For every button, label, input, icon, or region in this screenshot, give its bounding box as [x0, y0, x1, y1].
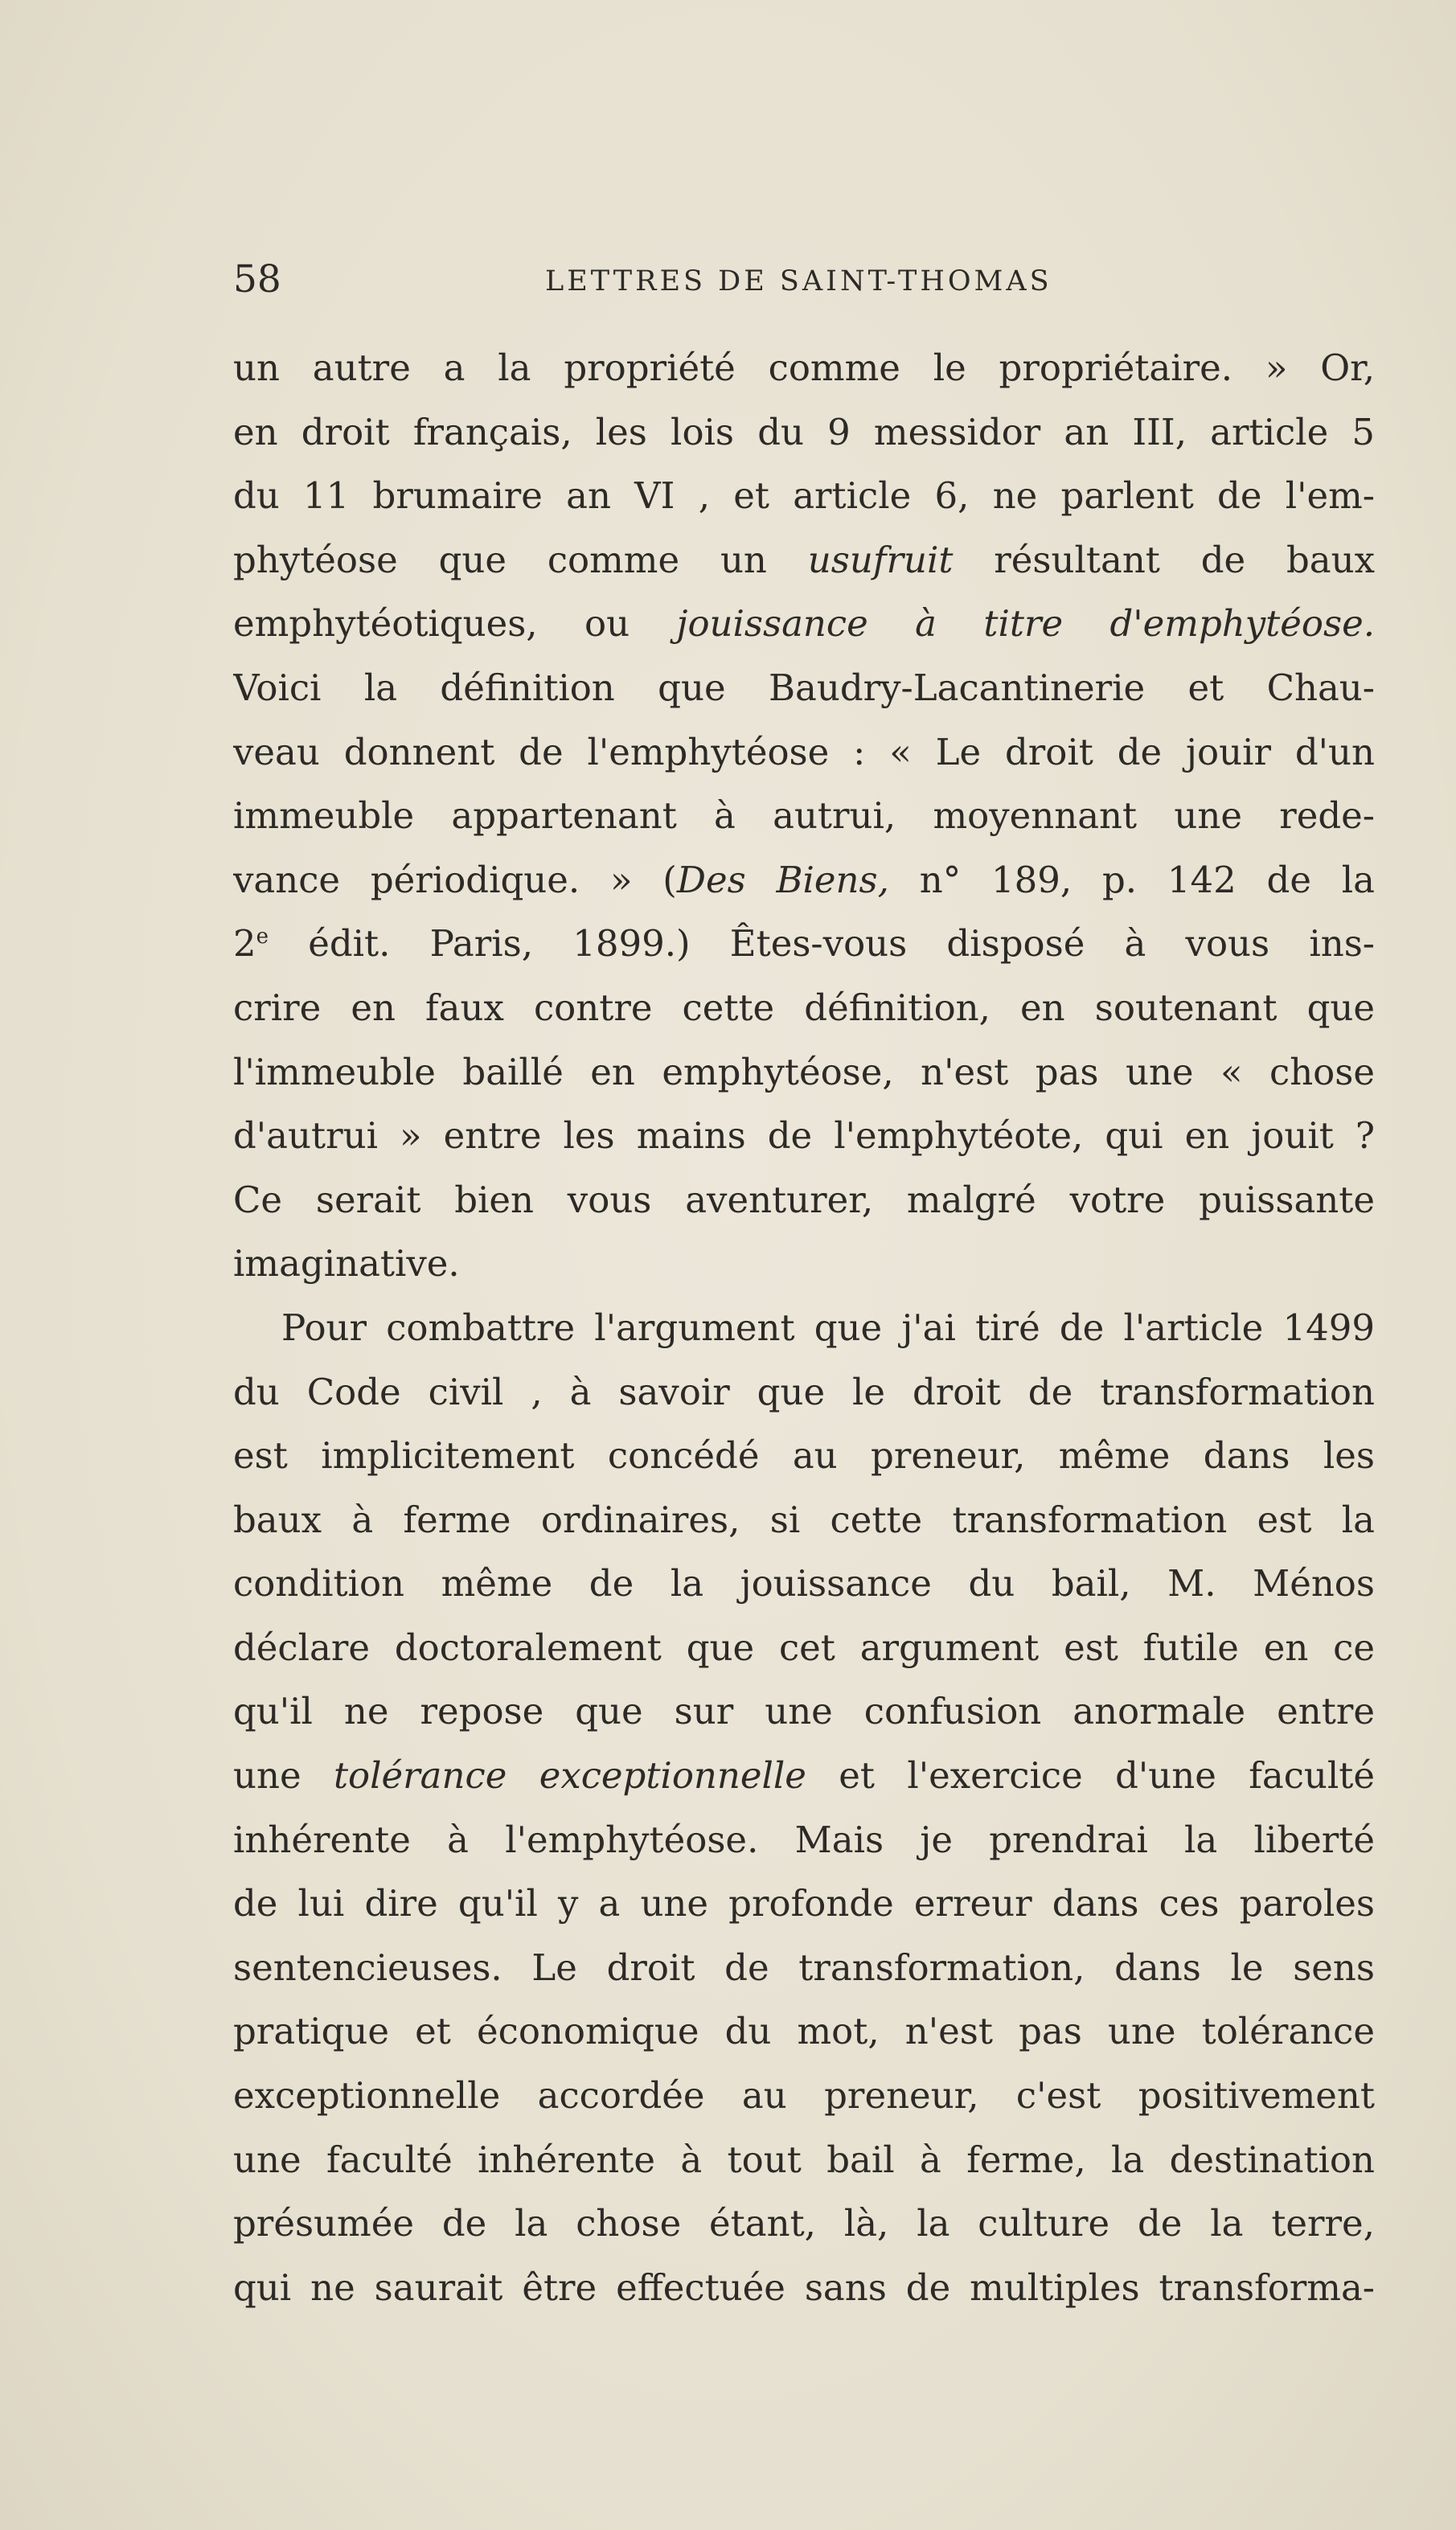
text-segment: Pour combattre l'argument que j'ai tiré de l'article 1499 [281, 1306, 1375, 1349]
text-segment: emphytéotiques, ou [233, 602, 677, 646]
text-line [233, 2192, 1375, 2256]
text-segment: veau donnent de l'emphytéose : « Le droit de jouir d'un [233, 730, 1375, 773]
text-line [233, 1488, 1375, 1552]
text-segment: une [233, 1754, 334, 1798]
text-line [233, 912, 1375, 976]
text-line [233, 720, 1375, 785]
text-segment: exceptionnelle accordée au preneur, c'est positivement [233, 2074, 1375, 2118]
text-segment: crire en faux contre cette définition, en soutenant que [233, 986, 1375, 1029]
text-line [233, 1232, 1375, 1296]
text-segment: de lui dire qu'il y a une profonde erreur dans ces paroles [233, 1882, 1375, 1925]
text-line [233, 1616, 1375, 1680]
text-line [233, 1999, 1375, 2064]
text-segment: du 11 brumaire an VI , et article 6, ne parlent de l'em- [233, 474, 1375, 518]
text-segment: un autre a la propriété comme le propriétaire. » Or, [233, 346, 1375, 389]
text-line [233, 1744, 1375, 1808]
text-segment: édit. Paris, 1899.) Êtes-vous disposé à vous ins- [269, 922, 1375, 966]
text-segment: qui ne saurait être effectuée sans de multiples transforma- [233, 2266, 1375, 2309]
text-segment: qu'il ne repose que sur une confusion anormale entre [233, 1690, 1375, 1733]
text-line [233, 976, 1375, 1040]
text-segment: déclare doctoralement que cet argument est futile en ce [233, 1626, 1375, 1669]
italic-text: usufruit [807, 538, 954, 581]
text-segment: présumée de la chose étant, là, la culture de la terre, [233, 2202, 1375, 2245]
text-line [233, 1040, 1375, 1105]
text-line [233, 848, 1375, 912]
body-text [233, 336, 1375, 2319]
text-segment: imaginative. [233, 1242, 460, 1286]
italic-text: tolérance exceptionnelle [333, 1754, 806, 1798]
text-segment: baux à ferme ordinaires, si cette transformation est la [233, 1498, 1375, 1541]
italic-text: jouissance à titre d'emphytéose. [676, 602, 1375, 646]
text-segment: condition même de la jouissance du bail, M. Ménos [233, 1562, 1375, 1605]
text-segment: est implicitement concédé au preneur, même dans les [233, 1434, 1375, 1478]
text-segment: n° 189, p. 142 de la [888, 858, 1375, 901]
text-line [233, 784, 1375, 848]
text-line [233, 1424, 1375, 1488]
text-segment: l'immeuble baillé en emphytéose, n'est pas une « chose [233, 1050, 1375, 1093]
text-segment: une faculté inhérente à tout bail à ferme, la destination [233, 2138, 1375, 2181]
italic-text: Des Biens, [676, 858, 889, 901]
text-segment: inhérente à l'emphytéose. Mais je prendrai la liberté [233, 1818, 1375, 1861]
text-line [233, 2064, 1375, 2128]
text-segment: sentencieuses. Le droit de transformation, dans le sens [233, 1946, 1375, 1989]
text-line [233, 1679, 1375, 1744]
text-line [233, 1168, 1375, 1232]
text-segment: 2 [233, 922, 256, 966]
text-segment: d'autrui » entre les mains de l'emphytéote, qui en jouit ? [233, 1114, 1375, 1158]
text-line [233, 336, 1375, 400]
text-segment: Voici la définition que Baudry-Lacantinerie et Chau- [233, 666, 1375, 709]
text-line [233, 400, 1375, 465]
text-segment: immeuble appartenant à autrui, moyennant une rede- [233, 794, 1375, 838]
text-segment: et l'exercice d'une faculté [806, 1754, 1375, 1798]
text-line [233, 1552, 1375, 1616]
page-header [233, 256, 1375, 304]
text-line [233, 1936, 1375, 2000]
text-line [233, 1296, 1375, 1360]
text-segment: Ce serait bien vous aventurer, malgré votre puissante [233, 1178, 1375, 1221]
text-line [233, 1872, 1375, 1936]
text-line [233, 464, 1375, 528]
text-segment: résultant de baux [953, 538, 1375, 581]
text-line [233, 2128, 1375, 2192]
text-segment: pratique et économique du mot, n'est pas une tolérance [233, 2010, 1375, 2053]
text-line [233, 528, 1375, 593]
text-segment: vance périodique. » ( [233, 858, 677, 901]
page-number: 58 [233, 257, 281, 301]
text-line [233, 1808, 1375, 1872]
text-line [233, 2256, 1375, 2320]
text-segment: en droit français, les lois du 9 messidor an III, article 5 [233, 410, 1375, 453]
text-line [233, 1104, 1375, 1168]
running-title: LETTRES DE SAINT-THOMAS [545, 265, 1052, 297]
text-line [233, 592, 1375, 656]
text-line [233, 656, 1375, 720]
superscript-text: e [256, 925, 269, 949]
text-line [233, 1360, 1375, 1425]
text-segment: phytéose que comme un [233, 538, 808, 581]
text-segment: du Code civil , à savoir que le droit de transformation [233, 1370, 1375, 1413]
